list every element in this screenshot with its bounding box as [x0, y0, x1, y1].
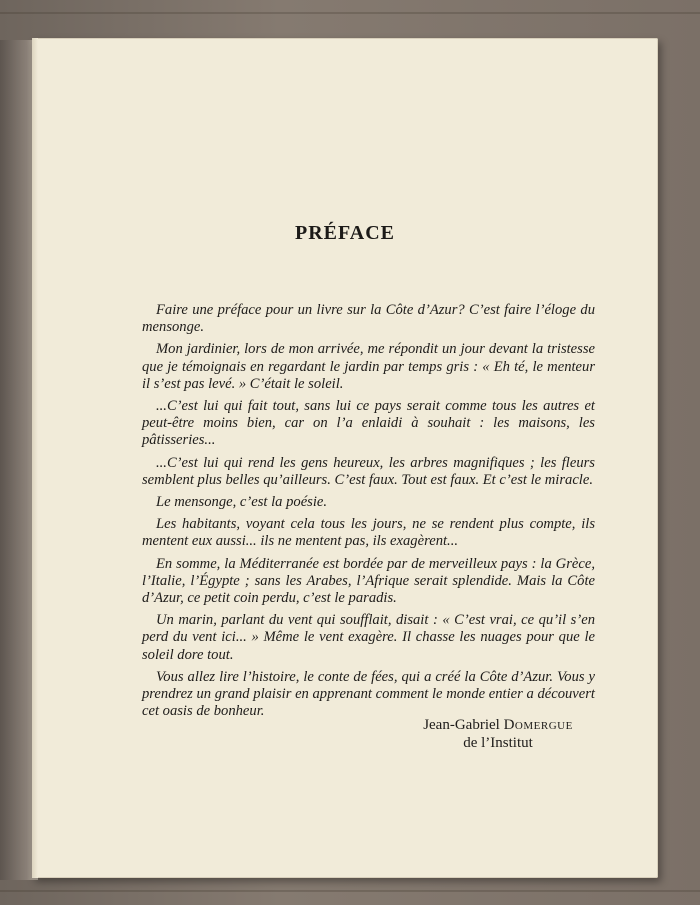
- signature-block: [398, 716, 598, 752]
- page-title: PRÉFACE: [295, 222, 395, 244]
- author-last-name: Domergue: [503, 717, 573, 733]
- author-name: [398, 716, 598, 734]
- book-page: [32, 38, 658, 878]
- paragraph: Les habitants, voyant cela tous les jours, ne se rendent plus compte, ils mentent eux aussi... ils ne mentent pas, ils exagèrent...: [142, 516, 595, 550]
- author-affiliation: de l’Institut: [463, 735, 533, 751]
- author-first-name: Jean-Gabriel: [423, 717, 500, 733]
- paragraph: En somme, la Méditerranée est bordée par de merveilleux pays : la Grèce, l’Italie, l’Égypte ; sans les Arabes, l’Afrique serait splendide. Mais la Côte d’Azur, ce petit coin perdu, c’est le paradis.: [142, 555, 595, 607]
- wood-grain: [0, 12, 700, 14]
- paragraph: ...C’est lui qui fait tout, sans lui ce pays serait comme tous les autres et peut-être moins bien, car on l’a enlaidi à souhait : les maisons, les pâtisseries...: [142, 398, 595, 449]
- paragraph: Mon jardinier, lors de mon arrivée, me répondit un jour devant la tristesse que je témoignais en regardant le jardin par temps gris : « Eh té, le menteur il s’est pas levé. » C’était le soleil.: [142, 341, 595, 392]
- paragraph: Faire une préface pour un livre sur la Côte d’Azur? C’est faire l’éloge du mensonge.: [142, 302, 595, 336]
- paragraph: Un marin, parlant du vent qui soufflait, disait : « C’est vrai, ce qu’il s’en perd du vent ici... » Même le vent exagère. Il chasse les nuages pour que le soleil dore tout.: [142, 612, 595, 663]
- paragraph: Vous allez lire l’histoire, le conte de fées, qui a créé la Côte d’Azur. Vous y prendrez un grand plaisir en apprenant comment le monde entier a découvert cet oasis de bonheur.: [142, 668, 595, 720]
- page-edge: [32, 38, 38, 878]
- paragraph: ...C’est lui qui rend les gens heureux, les arbres magnifiques ; les fleurs semblent plus belles qu’ailleurs. C’est faux. Tout est faux. Et c’est le miracle.: [142, 454, 595, 488]
- preface-text: [142, 302, 595, 725]
- wood-grain: [0, 890, 700, 892]
- paragraph: Le mensonge, c’est la poésie.: [156, 494, 328, 511]
